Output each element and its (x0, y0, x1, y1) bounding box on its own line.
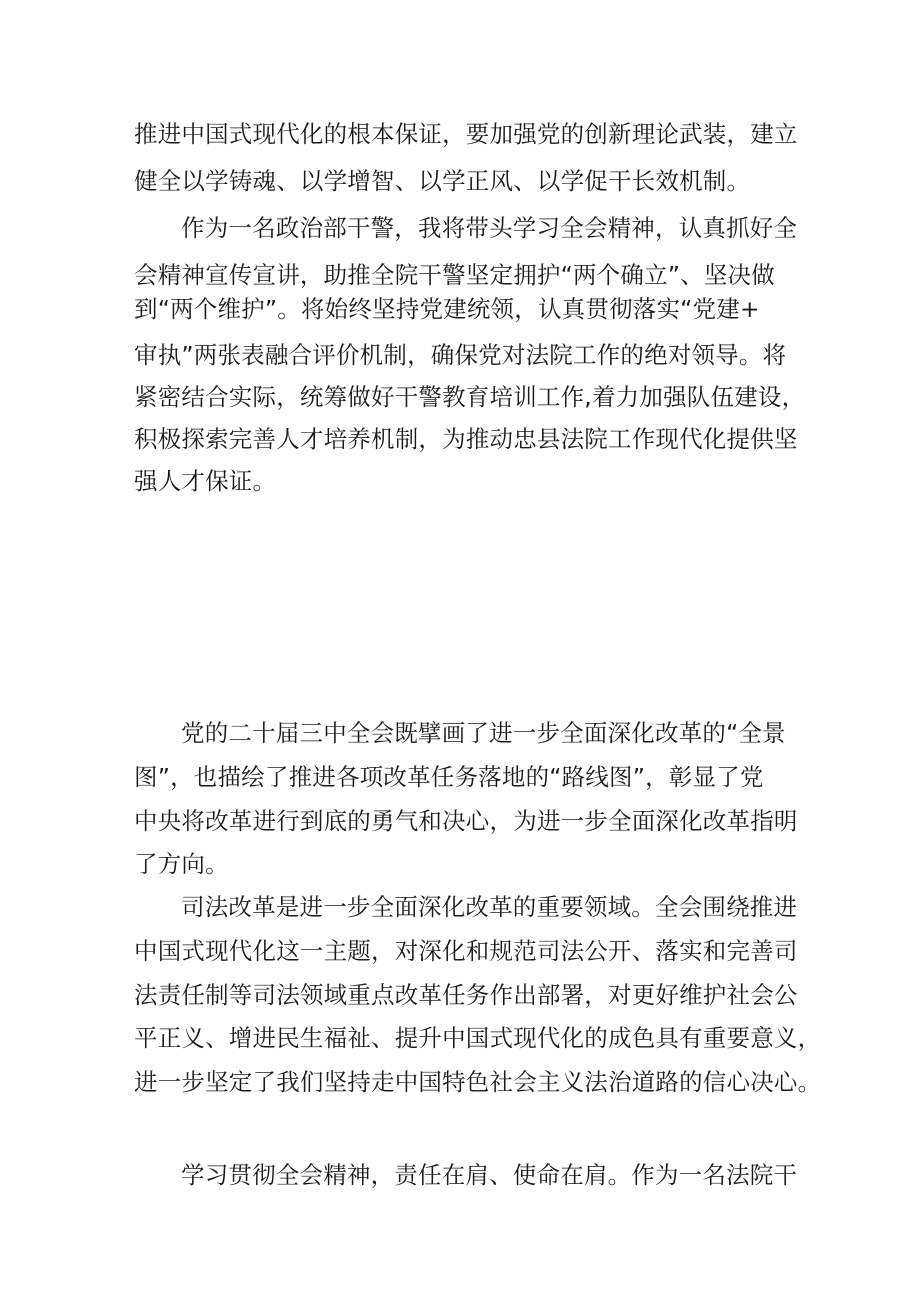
paragraph-1-line-2: 健全以学铸魂、以学增智、以学正风、以学促干长效机制。 (134, 167, 751, 195)
paragraph-2-line-1: 作为一名政治部干警，我将带头学习全会精神，认真抓好全 (181, 214, 798, 242)
paragraph-2-line-5: 紧密结合实际，统筹做好干警教育培训工作,着力加强队伍建设， (134, 383, 806, 411)
paragraph-4-line-5: 进一步坚定了我们坚持走中国特色社会主义法治道路的信心决心。 (134, 1068, 822, 1096)
paragraph-2-line-2: 会精神宣传宣讲，助推全院干警坚定拥护“两个确立”、坚决做 (134, 261, 775, 289)
paragraph-3-line-2: 图”，也描绘了推进各项改革任务落地的“路线图”，彰显了党 (134, 763, 764, 791)
paragraph-3-line-1: 党的二十届三中全会既擘画了进一步全面深化改革的“全景 (181, 719, 786, 747)
paragraph-4-line-4: 平正义、增进民生福祉、提升中国式现代化的成色具有重要意义， (134, 1024, 822, 1052)
paragraph-4-line-2: 中国式现代化这一主题，对深化和规范司法公开、落实和完善司 (134, 937, 798, 965)
paragraph-2-line-7: 强人才保证。 (134, 467, 277, 495)
paragraph-4-line-1: 司法改革是进一步全面深化改革的重要领域。全会围绕推进 (181, 893, 798, 921)
paragraph-1-line-1: 推进中国式现代化的根本保证，要加强党的创新理论武装，建立 (134, 120, 798, 148)
paragraph-3-line-4: 了方向。 (134, 850, 229, 878)
paragraph-2-line-4: 审执”两张表融合评价机制，确保党对法院工作的绝对领导。将 (134, 341, 787, 369)
paragraph-2-line-3: 到“两个维护”。将始终坚持党建统领，认真贯彻落实“党建+ (134, 295, 760, 323)
paragraph-4-line-3: 法责任制等司法领域重点改革任务作出部署，对更好维护社会公 (134, 981, 798, 1009)
paragraph-5-line-1: 学习贯彻全会精神，责任在肩、使命在肩。作为一名法院干 (181, 1161, 798, 1189)
paragraph-2-line-6: 积极探索完善人才培养机制，为推动忠县法院工作现代化提供坚 (134, 425, 798, 453)
paragraph-3-line-3: 中央将改革进行到底的勇气和决心，为进一步全面深化改革指明 (134, 807, 798, 835)
